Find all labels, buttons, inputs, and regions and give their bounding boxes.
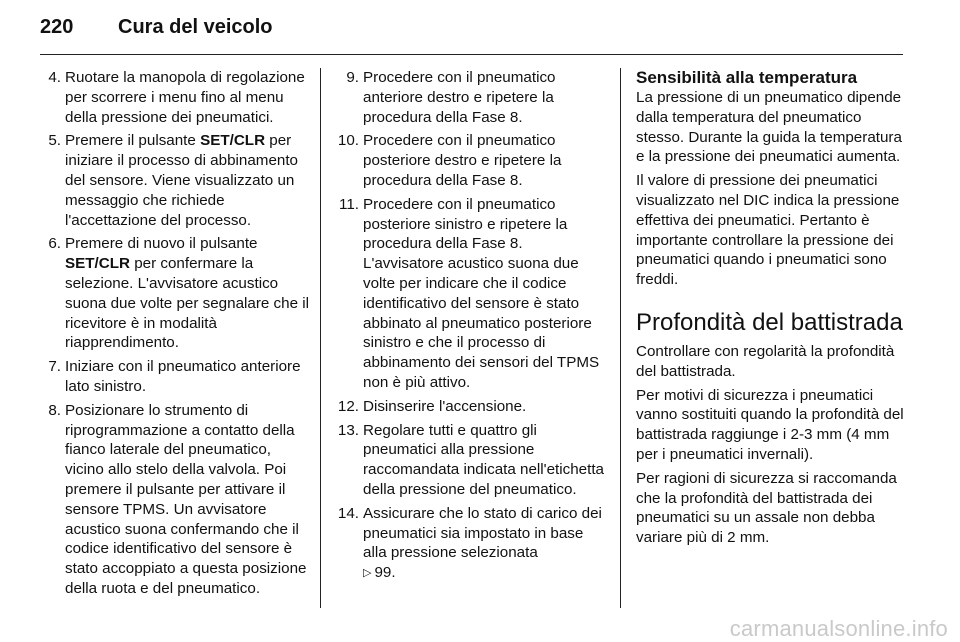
column-2 xyxy=(333,68,605,588)
watermark: carmanualsonline.info xyxy=(729,616,948,641)
temperature-paragraph-2: Il valore di pressione dei pneumatici visualizzato nel DIC indica la pressione effettiva dei pneumatici. Pertanto è importante controllare la pressione dei pneumatici quando i pneumatici sono freddi. xyxy=(636,172,900,289)
page-header xyxy=(40,16,273,48)
column-divider xyxy=(320,68,321,608)
step-text: Premere il pulsante SET/CLR per iniziare il processo di abbinamento del sensore. Viene visualizzato un messaggio che richiede l'accettazione del processo. xyxy=(65,132,299,229)
step-text: Procedere con il pneumatico posteriore destro e ripetere la procedura della Fase 8. xyxy=(363,132,562,189)
step-number: 9. xyxy=(346,69,359,86)
step-number: 5. xyxy=(48,132,61,150)
header-rule xyxy=(40,54,903,55)
step-9 xyxy=(333,68,605,127)
step-12 xyxy=(333,397,605,417)
step-text: Posizionare lo strumento di riprogrammazione a contatto della fianco laterale del pneumatico, vicino allo stelo della valvola. Poi premere il pulsante per attivare il sensore TPMS. Un avvisatore acustico suona confermando che il codice identificativo del sensore è stato accoppiato a questa posizione della ruota e del pneumatico. xyxy=(65,401,307,597)
step-text: Iniziare con il pneumatico anteriore lato sinistro. xyxy=(65,358,301,395)
temperature-paragraph-1: La pressione di un pneumatico dipende dalla temperatura del pneumatico stesso. Durante la guida la temperatura e la pressione dei pneumatici aumenta. xyxy=(636,89,902,166)
step-13 xyxy=(333,421,605,500)
tread-depth-heading: Profondità del battistrada xyxy=(636,308,903,336)
step-number: 13. xyxy=(337,421,359,439)
column-1 xyxy=(45,68,309,603)
step-number: 10. xyxy=(337,132,359,150)
step-10 xyxy=(333,131,605,190)
tread-paragraph-2: Per motivi di sicurezza i pneumatici vanno sostituiti quando la profondità del battistrada raggiunge i 2-3 mm (4 mm per i pneumatici invernali). xyxy=(636,386,904,463)
column-3 xyxy=(636,68,908,552)
tread-paragraph-1: Controllare con regolarità la profondità del battistrada. xyxy=(636,342,895,380)
set-clr-label: SET/CLR xyxy=(200,132,266,150)
page-title: Cura del veicolo xyxy=(118,16,273,38)
step-text: Ruotare la manopola di regolazione per scorrere i menu fino al menu della pressione dei pneumatici. xyxy=(65,69,305,126)
step-number: 12. xyxy=(337,397,359,415)
column-divider xyxy=(620,68,621,608)
step-number: 7. xyxy=(48,358,61,376)
tread-paragraph-3: Per ragioni di sicurezza si raccomanda che la profondità del battistrada dei pneumatici su un assale non debba variare più di 2 mm. xyxy=(636,469,897,547)
step-8 xyxy=(45,401,309,599)
page-reference-icon: ▷ xyxy=(363,567,372,580)
step-5 xyxy=(45,131,309,230)
step-text: Procedere con il pneumatico anteriore destro e ripetere la procedura della Fase 8. xyxy=(363,69,556,126)
step-number: 4. xyxy=(48,69,61,86)
step-number: 14. xyxy=(337,504,359,522)
step-text: Premere di nuovo il pulsante SET/CLR per confermare la selezione. L'avvisatore acustico suona due volte per segnalare che il ricevitore è in modalità riapprendimento. xyxy=(65,235,310,352)
step-text: Procedere con il pneumatico posteriore sinistro e ripetere la procedura della Fase 8. L'avvisatore acustico suona due volte per indicare che il codice identificativo del sensore è stato abbinato al pneumatico posteriore sinistro e che il processo di abbinamento dei sensori del TPMS non è più attivo. xyxy=(363,195,600,391)
step-11 xyxy=(333,195,605,393)
step-text: Regolare tutti e quattro gli pneumatici alla pressione raccomandata indicata nell'etichetta della pressione del pneumatico. xyxy=(363,421,604,498)
step-text: Disinserire l'accensione. xyxy=(363,397,527,415)
step-6 xyxy=(45,234,309,353)
step-number: 6. xyxy=(48,235,61,253)
step-7 xyxy=(45,357,309,397)
step-14 xyxy=(333,504,605,584)
page-number: 220 xyxy=(40,16,74,38)
set-clr-label: SET/CLR xyxy=(65,255,130,273)
step-text: Assicurare che lo stato di carico dei pneumatici sia impostato in base alla pressione selezionata ▷ 99. xyxy=(363,504,605,584)
temperature-heading: Sensibilità alla temperatura xyxy=(636,68,858,87)
step-number: 11. xyxy=(339,195,359,213)
step-number: 8. xyxy=(48,401,61,419)
step-4 xyxy=(45,68,309,127)
page-reference[interactable]: 99. xyxy=(374,564,396,582)
